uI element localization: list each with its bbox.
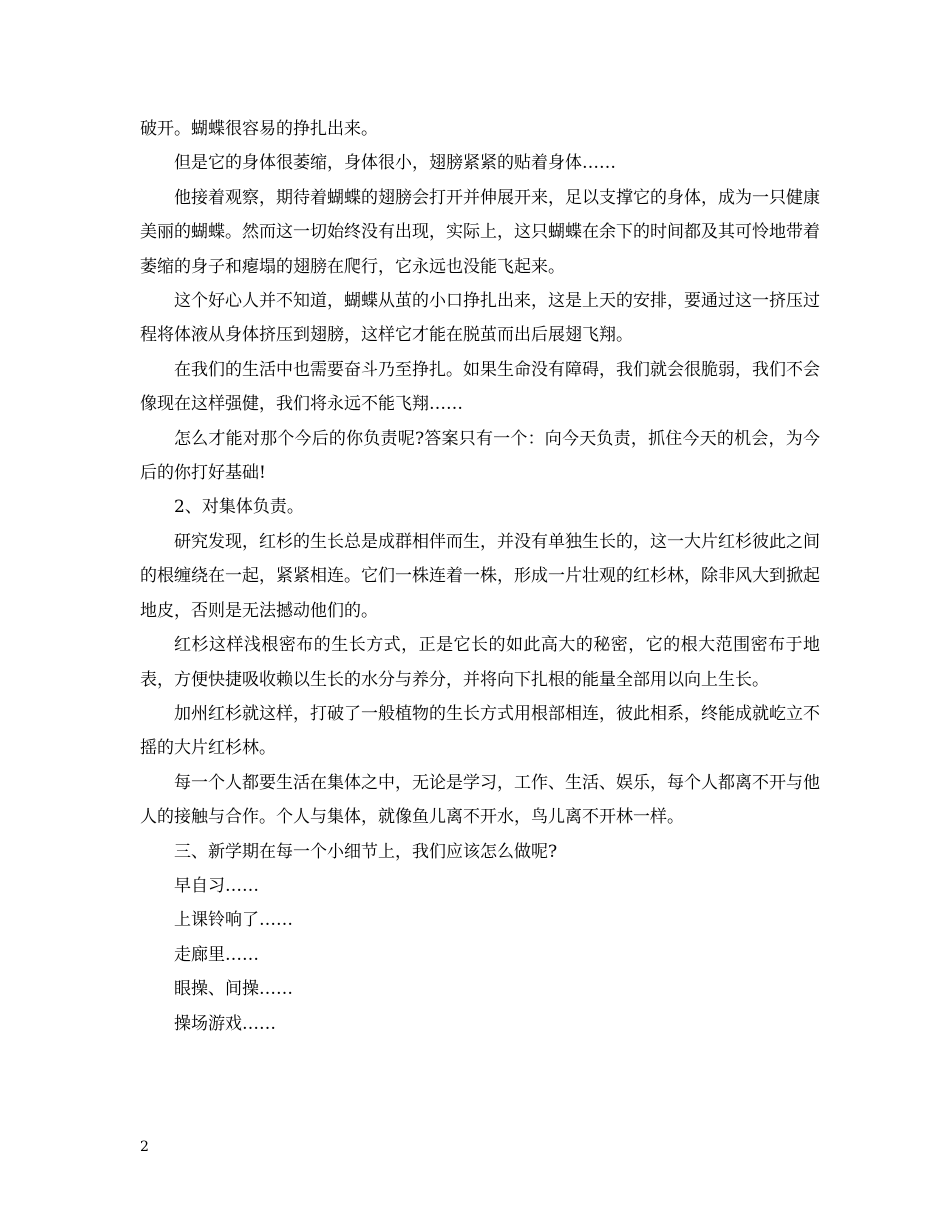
paragraph: 研究发现，红杉的生长总是成群相伴而生，并没有单独生长的，这一大片红杉彼此之间的根缠绕在一起，紧紧相连。它们一株连着一株，形成一片壮观的红杉林，除非风大到掀起地皮，否则是无法撼动他们的。	[140, 531, 820, 621]
section-heading: 2、对集体负责。	[174, 497, 304, 518]
list-item: 操场游戏……	[174, 1013, 276, 1034]
paragraph: 在我们的生活中也需要奋斗乃至挣扎。如果生命没有障碍，我们就会很脆弱，我们不会像现在这样强健，我们将永远不能飞翔……	[140, 359, 820, 415]
document-body	[140, 112, 820, 1041]
list-item: 眼操、间操……	[174, 979, 293, 1000]
list-item: 早自习……	[174, 875, 259, 896]
list-item: 走廊里……	[174, 944, 259, 965]
list-item: 上课铃响了……	[174, 910, 293, 931]
paragraph: 每一个人都要生活在集体之中，无论是学习，工作、生活、娱乐，每个人都离不开与他人的接触与合作。个人与集体，就像鱼儿离不开水，鸟儿离不开林一样。	[140, 772, 820, 828]
page-number: 2	[140, 1139, 149, 1155]
paragraph: 破开。蝴蝶很容易的挣扎出来。	[140, 119, 378, 139]
section-heading: 三、新学期在每一个小细节上，我们应该怎么做呢?	[174, 841, 558, 862]
paragraph: 加州红杉就这样，打破了一般植物的生长方式用根部相连，彼此相系，终能成就屹立不摇的大片红杉林。	[140, 703, 820, 759]
paragraph: 他接着观察，期待着蝴蝶的翅膀会打开并伸展开来，足以支撑它的身体，成为一只健康美丽的蝴蝶。然而这一切始终没有出现，实际上，这只蝴蝶在余下的时间都及其可怜地带着萎缩的身子和瘪塌的翅膀在爬行，它永远也没能飞起来。	[140, 187, 820, 277]
paragraph: 这个好心人并不知道，蝴蝶从茧的小口挣扎出来，这是上天的安排，要通过这一挤压过程将体液从身体挤压到翅膀，这样它才能在脱茧而出后展翅飞翔。	[140, 291, 820, 346]
paragraph: 怎么才能对那个今后的你负责呢?答案只有一个：向今天负责，抓住今天的机会，为今后的你打好基础!	[140, 428, 820, 484]
paragraph: 但是它的身体很萎缩，身体很小，翅膀紧紧的贴着身体……	[174, 153, 616, 174]
paragraph: 红杉这样浅根密布的生长方式，正是它长的如此高大的秘密，它的根大范围密布于地表，方便快捷吸收赖以生长的水分与养分，并将向下扎根的能量全部用以向上生长。	[140, 635, 820, 690]
